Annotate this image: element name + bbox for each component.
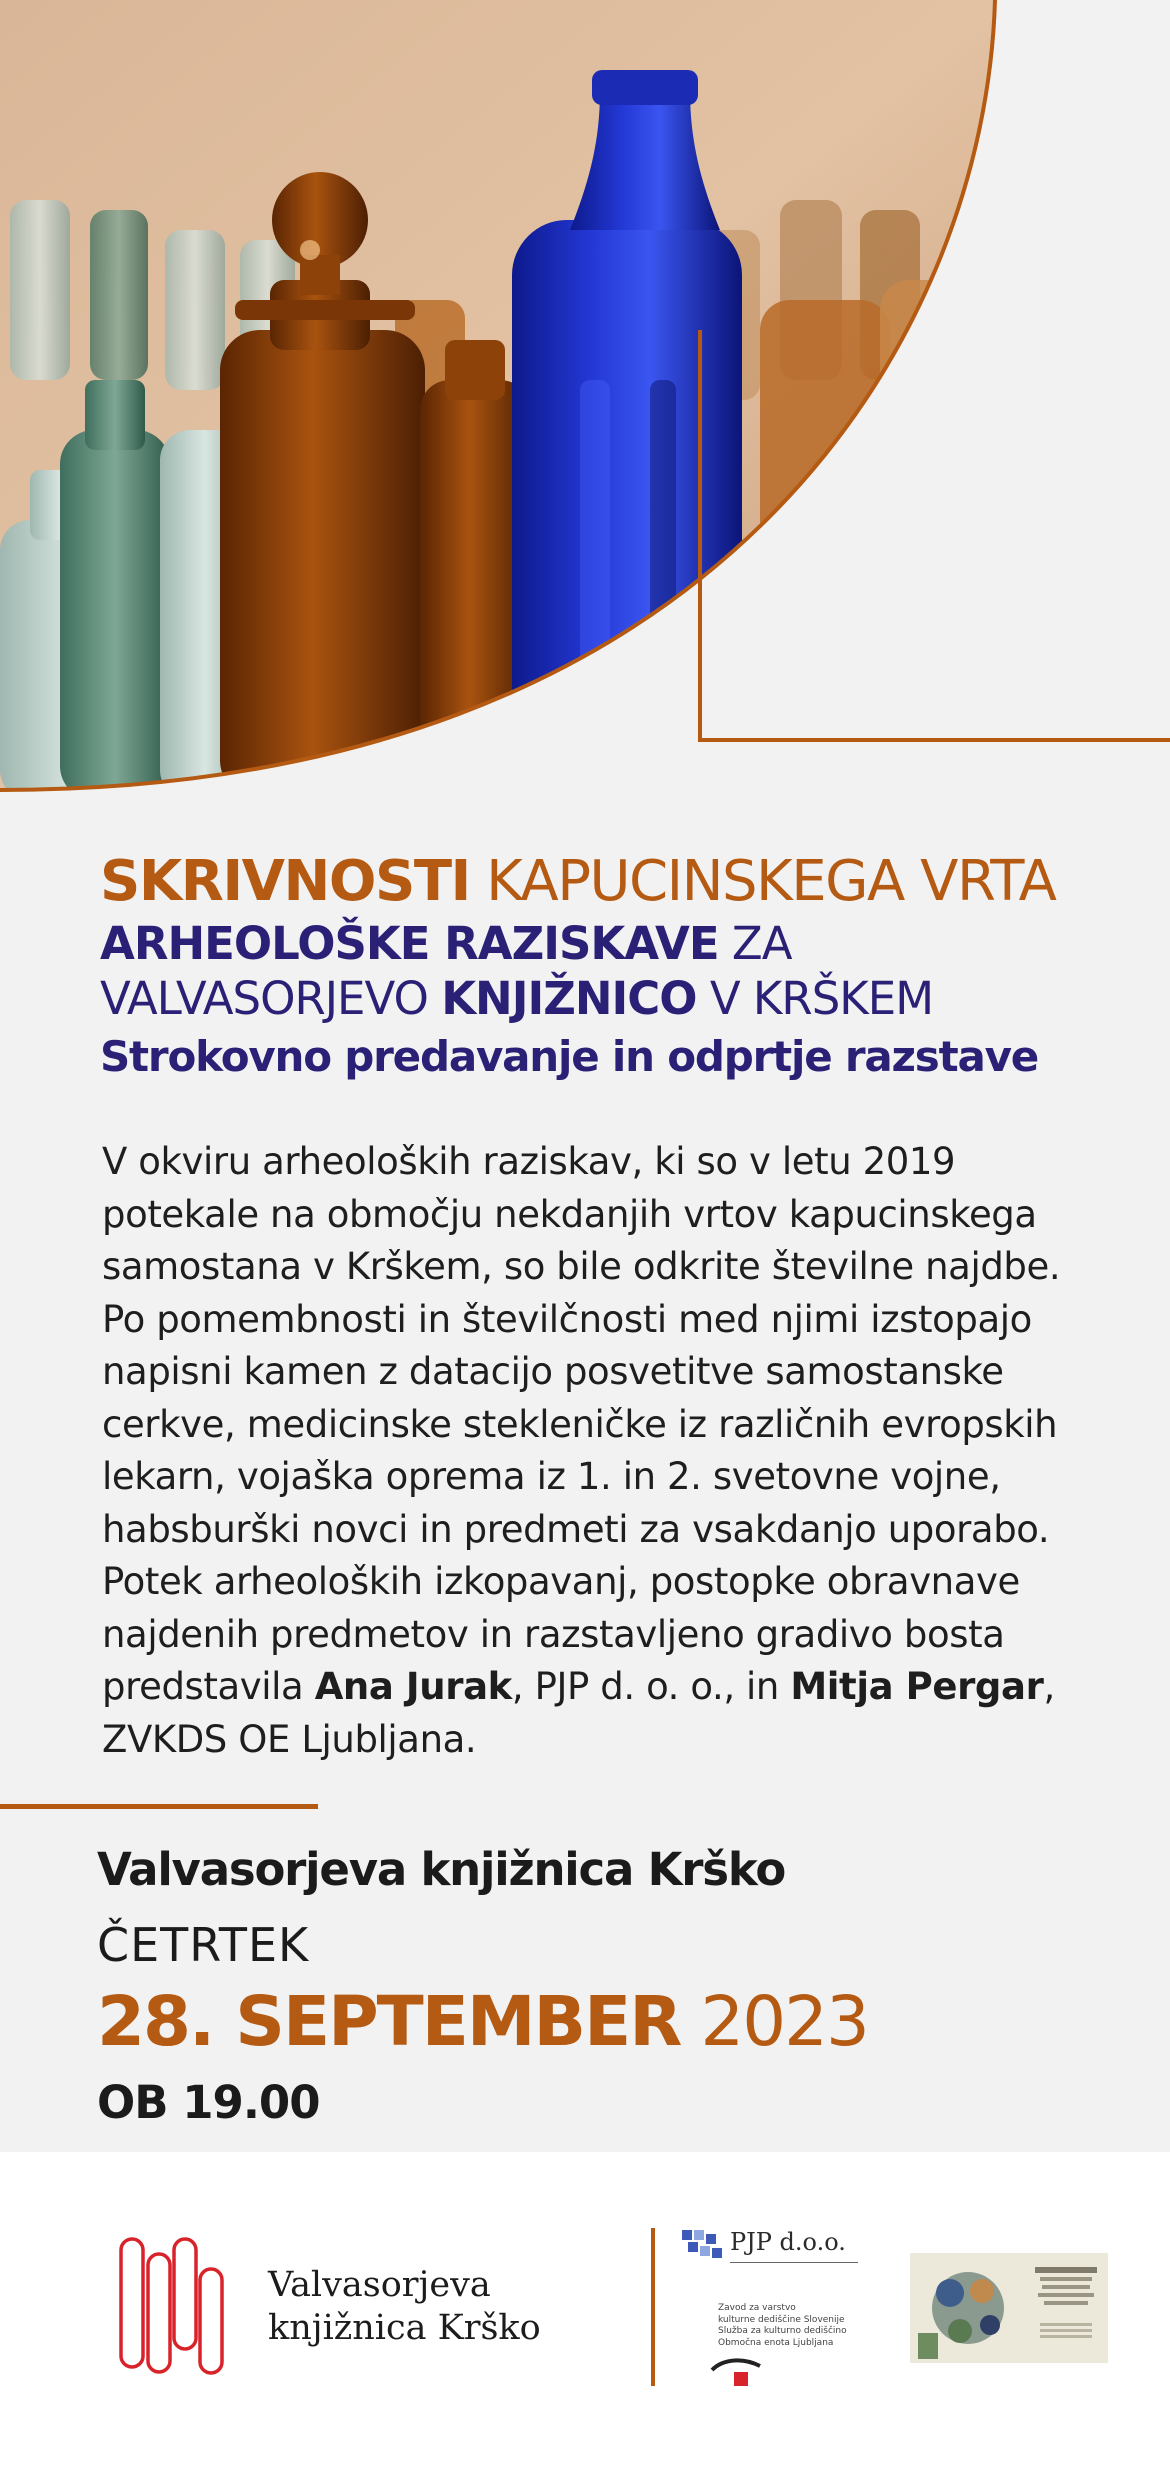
title-block xyxy=(100,848,1140,1085)
event-year: 2023 xyxy=(680,1982,868,2062)
main-title xyxy=(100,848,1140,916)
subtitle-1-bold: ARHEOLOŠKE RAZISKAVE xyxy=(100,917,719,970)
event-time: OB 19.00 xyxy=(97,2076,320,2129)
event-day: ČETRTEK xyxy=(97,1918,310,1972)
footer-separator xyxy=(651,2228,655,2386)
event-venue: Valvasorjeva knjižnica Krško xyxy=(97,1843,786,1896)
pjp-squares-icon xyxy=(680,2228,726,2268)
library-name-line-1: Valvasorjeva xyxy=(268,2265,491,2305)
exhibition-poster-thumbnail xyxy=(910,2253,1108,2363)
event-date xyxy=(97,1980,868,2064)
subtitle-2-bold: KNJIŽNICO xyxy=(441,972,697,1025)
speaker-1: Ana Jurak xyxy=(314,1665,512,1708)
zvkds-emblem-icon xyxy=(710,2356,770,2388)
library-name xyxy=(268,2264,541,2350)
zvkds-line-4: Območna enota Ljubljana xyxy=(718,2337,834,2348)
zvkds-text xyxy=(718,2303,878,2349)
speaker-2: Mitja Pergar xyxy=(790,1665,1044,1708)
speaker-2-org: , ZVKDS OE Ljubljana. xyxy=(102,1665,1055,1761)
subtitle-1-regular: ZA xyxy=(718,917,792,970)
section-divider xyxy=(0,1804,318,1809)
zvkds-line-3: Služba za kulturno dediščino xyxy=(718,2326,847,2336)
library-name-line-2: knjižnica Krško xyxy=(268,2308,541,2348)
speaker-1-org: , PJP d. o. o., in xyxy=(511,1665,791,1708)
pjp-logo xyxy=(680,2228,880,2388)
zvkds-line-1: Zavod za varstvo xyxy=(718,2303,796,2313)
description-text: V okviru arheoloških raziskav, ki so v letu 2019 potekale na območju nekdanjih vrtov kapucinskega samostana v Krškem, so bile odkrite številne najdbe. Po pomembnosti in številčnosti med njimi izstopajo napisni kamen z datacijo posvetitve samostanske cerkve, medicinske stekleničke iz različnih evropskih lekarn, vojaška oprema iz 1. in 2. svetovne vojne, habsburški novci in predmeti za vsakdanjo uporabo. Potek arheoloških izkopavanj, postopke obravnave najdenih predmetov in razstavljeno gradivo bosta predstavila xyxy=(102,1140,1061,1708)
title-keyword: SKRIVNOSTI xyxy=(100,849,470,914)
subtitle-line-2 xyxy=(100,971,1140,1026)
hero-photo-bottles xyxy=(0,0,1170,800)
zvkds-line-2: kulturne dediščine Slovenije xyxy=(718,2314,845,2325)
library-logo-icon xyxy=(118,2236,228,2376)
subtitle-2-regular-b: V KRŠKEM xyxy=(696,972,934,1025)
subtitle-2-regular-a: VALVASORJEVO xyxy=(100,972,442,1025)
pjp-underline xyxy=(730,2262,858,2263)
footer-logos xyxy=(0,2152,1170,2481)
event-date-bold: 28. SEPTEMBER xyxy=(97,1982,681,2062)
pjp-name: PJP d.o.o. xyxy=(730,2228,846,2256)
title-rest: KAPUCINSKEGA VRTA xyxy=(469,849,1056,914)
event-type: Strokovno predavanje in odprtje razstave xyxy=(100,1032,1039,1081)
description-paragraph xyxy=(102,1136,1112,1766)
subtitle-line-1 xyxy=(100,916,1140,971)
